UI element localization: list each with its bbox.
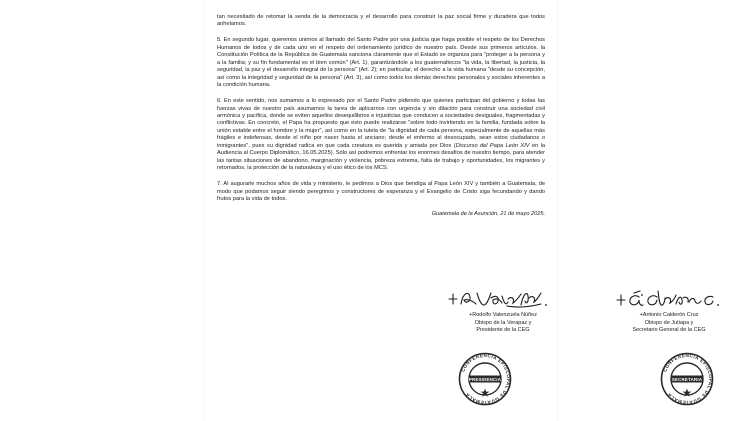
dateline: Guatemala de la Asunción, 21 de mayo 2025. [431,211,545,218]
signatory-title-right-1: Obispo de Jutiapa y [644,319,694,326]
signatory-title-left-2: Presidente de la CEG [476,327,530,334]
signature-block [410,286,750,335]
paragraph-6-text-after-citation: en la Audiencia al Cuerpo Diplomático, 16.05.2025). Sólo así podremos enfrentar los enormes desafíos de nuestro tiempo, para atender las tantas situaciones de abandono, marginación y violencia, pobreza extrema, falta de trabajo y oportunidades, los migrantes y retornados, la protección de la naturaleza y el uso ético de los MCS. [217,142,545,172]
paragraph-6-italic-citation: Discurso del Papa León XIV [455,142,530,149]
document-sheet [205,0,714,421]
seal-center-text-secretaria: SECRETARIA [671,376,703,382]
seal-ring-text-presidencia: CONFERENCIA EPISCOPAL DE GUATEMALA [460,352,512,406]
seal-ring-text-secretaria: CONFERENCIA EPISCOPAL DE GUATEMALA [662,352,714,406]
seal-center-text-presidencia: PRESIDENCIA [468,376,502,382]
paragraph-6 [217,98,545,173]
signature-column-left [428,286,578,335]
paragraph-continuation: tan necesitado de retomar la senda de la democracia y el desarrollo para construir la paz social firme y duradera que todos anhelamos. [217,14,545,28]
seal-block [410,348,750,410]
handwritten-signature-left [428,286,578,312]
signatory-title-right-2: Secretario General de la CEG [632,327,706,334]
signatory-name-left: +Rodolfo Valenzuela Núñez [469,312,537,318]
seal-secretaria [656,348,718,410]
signatory-title-left-1: Obispo de la Verapaz y [474,319,532,326]
handwritten-signature-right [594,286,744,312]
signatory-name-right: +Antonio Calderón Cruz [639,312,699,318]
document-body [217,14,545,219]
paragraph-6-text-before-citation: 6. En este sentido, nos sumamos a lo expresado por el Santo Padre pidiendo que quienes participan del gobierno y todas las fuerzas vivas de nuestro país asumamos la tarea de aplicarnos con urgencia y sin dilación para construir una sociedad civil armónica y pacífica, donde se eviten aquellos desequilibrios e injusticias que conducen a sociedades desiguales, fragmentadas y conflictivas. En concreto, el Papa ha propuesto que esto puede realizarse "sobre todo invirtiendo en la familia, fundada sobre la unión estable entre el hombre y la mujer", así como en la tutela de "la dignidad de cada persona, especialmente de aquellas más frágiles e indefensas, desde el niño por nacer hasta el anciano; desde el enfermo al desocupado, sean estos ciudadanos o inmigrantes", pues su dignidad radica en que cada creatura es querida y amada por Dios ( [217,98,545,149]
signature-column-right [594,286,744,335]
paragraph-7: 7. Al augurarle muchos años de vida y ministerio, le pedimos a Dios que bendiga al Papa León XIV y también a Guatemala, de modo que podamos seguir siendo peregrinos y constructores de esperanza y el Evangelio de Cristo siga fecundando y dando frutos para la vida de todos. [217,181,545,203]
paragraph-5: 5. En segundo lugar, queremos unirnos al llamado del Santo Padre por una justicia que haga posible el respeto de los Derechos Humanos de todos y de cada uno en el respeto del ordenamiento jurídico de nuestro país. Desde sus primeros artículos, la Constitución Política de la República de Guatemala sanciona claramente que el Estado se organiza para "proteger a la persona y a la familia; y su fin fundamental es el bien común" (Art. 1), garantizándole a los guatemaltecos "la vida, la libertad, la justicia, la seguridad, la paz y el desarrollo integral de la persona" (Art. 2); en particular, el derecho a la vida humana "desde su concepción, así como la integridad y seguridad de la persona" (Art. 3), así como todos los demás derechos personales y sociales inherentes a la condición humana. [217,37,545,89]
seal-presidencia [454,348,516,410]
